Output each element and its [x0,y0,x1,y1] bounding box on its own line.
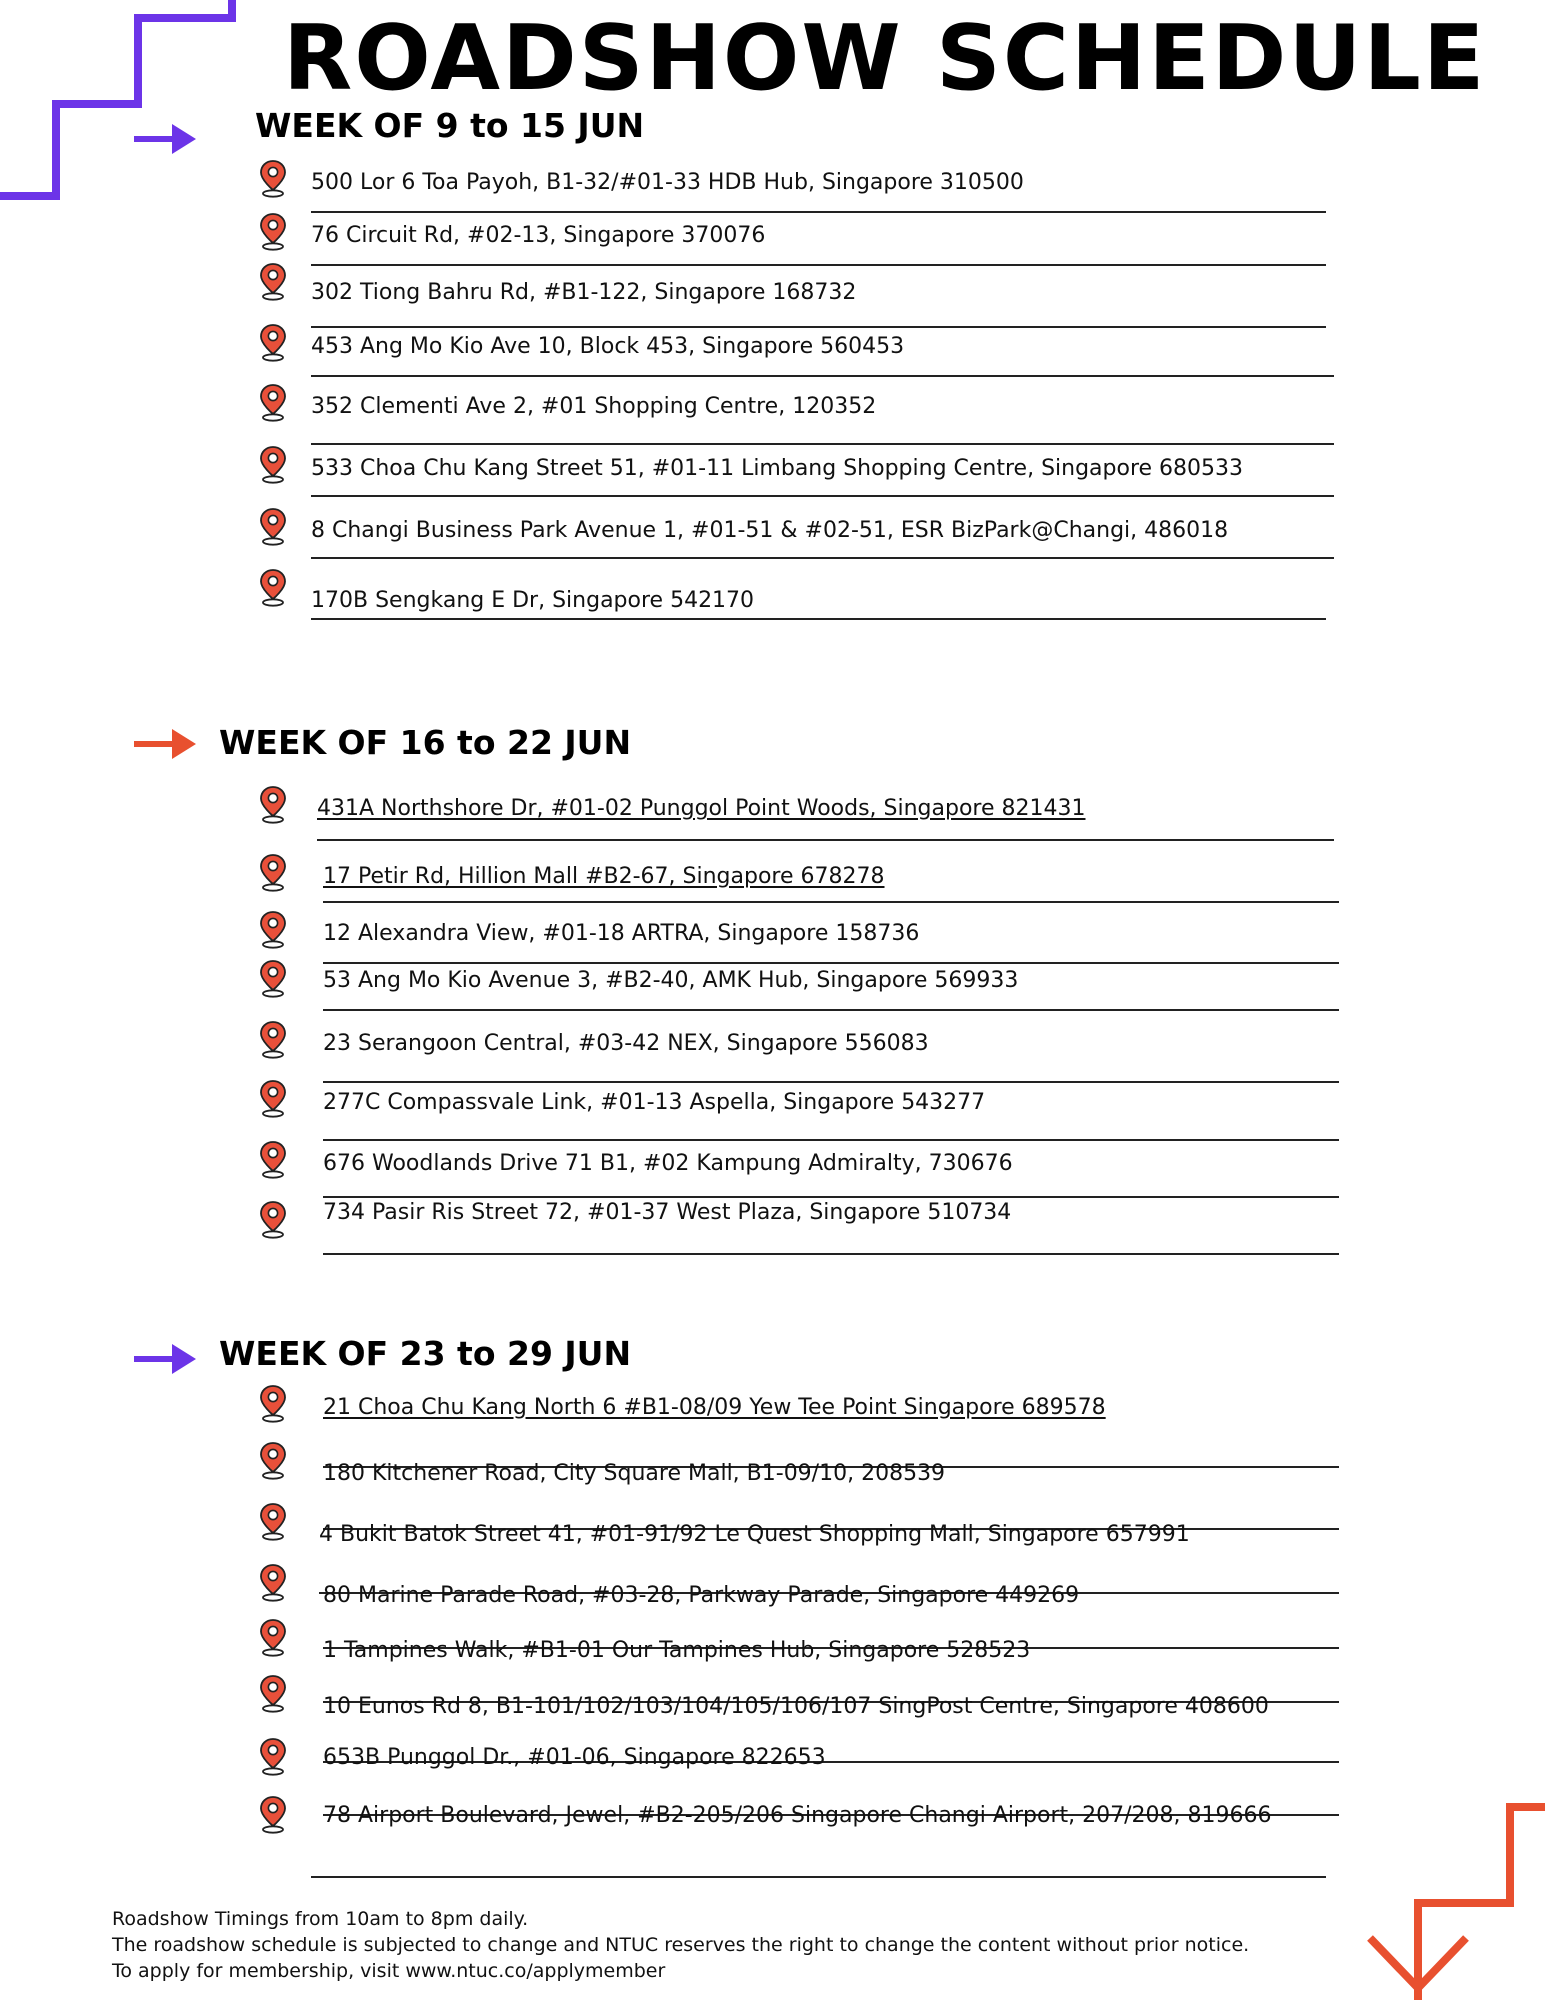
location-address: 676 Woodlands Drive 71 B1, #02 Kampung Admiralty, 730676 [323,1151,1013,1176]
divider [311,375,1334,377]
orange-stair-line [1418,1807,1545,2000]
location-item [258,910,1339,950]
location-address-link[interactable]: 431A Northshore Dr, #01-02 Punggol Point Woods, Singapore 821431 [317,796,1086,821]
location-item [258,568,1326,613]
divider [311,557,1334,559]
week-heading: WEEK OF 16 to 22 JUN [219,723,632,762]
location-item [258,1140,1339,1180]
location-item [258,1563,1339,1608]
location-pin-icon [258,1563,288,1603]
location-address: 4 Bukit Batok Street 41, #01-91/92 Le Quest Shopping Mall, Singapore 657991 [319,1522,1190,1547]
location-item [258,1079,1339,1119]
location-address: 78 Airport Boulevard, Jewel, #B2-205/206 Singapore Changi Airport, 207/208, 819666 [323,1803,1272,1828]
location-pin-icon [258,785,288,825]
location-pin-icon [258,1795,288,1835]
location-item [258,1502,1339,1547]
location-item [258,383,1334,423]
location-pin-icon [258,1140,288,1180]
divider [311,618,1326,620]
location-pin-icon [258,159,288,199]
location-pin-icon [258,1079,288,1119]
location-address: 170B Sengkang E Dr, Singapore 542170 [311,588,755,613]
footer-disclaimer: The roadshow schedule is subjected to change and NTUC reserves the right to change the content without prior notice. [112,1934,1250,1956]
location-pin-icon [258,212,288,252]
arrow-right-icon [134,1342,196,1376]
location-item [258,1737,1339,1777]
location-item [258,1200,1339,1240]
location-pin-icon [258,1020,288,1060]
location-address: 734 Pasir Ris Street 72, #01-37 West Plaza, Singapore 510734 [323,1200,1012,1225]
location-pin-icon [258,568,288,608]
location-address: 302 Tiong Bahru Rd, #B1-122, Singapore 168732 [311,280,857,305]
location-item [258,959,1339,999]
purple-stair-line [0,0,232,196]
location-item [258,1441,1339,1486]
location-pin-icon [258,1441,288,1481]
location-address: 10 Eunos Rd 8, B1-101/102/103/104/105/106/107 SingPost Centre, Singapore 408600 [323,1694,1269,1719]
location-address: 653B Punggol Dr., #01-06, Singapore 822653 [323,1745,826,1770]
location-address: 80 Marine Parade Road, #03-28, Parkway Parade, Singapore 449269 [323,1583,1080,1608]
location-address: 1 Tampines Walk, #B1-01 Our Tampines Hub, Singapore 528523 [323,1638,1031,1663]
location-pin-icon [258,383,288,423]
week-heading: WEEK OF 23 to 29 JUN [219,1334,632,1373]
location-pin-icon [258,1384,288,1424]
location-address: 277C Compassvale Link, #01-13 Aspella, Singapore 543277 [323,1090,986,1115]
location-item [258,507,1334,547]
footer-timings: Roadshow Timings from 10am to 8pm daily. [112,1908,529,1930]
location-address: 23 Serangoon Central, #03-42 NEX, Singapore 556083 [323,1031,929,1056]
footer-membership: To apply for membership, visit www.ntuc.co/applymember [112,1960,666,1982]
divider [317,839,1334,841]
location-item [258,445,1334,485]
footer-notes [112,1906,1249,1984]
location-item [258,1618,1339,1663]
divider [323,1253,1339,1255]
divider [323,1196,1339,1198]
location-item [258,262,1326,305]
location-item[interactable] [258,1384,1339,1424]
location-address: 352 Clementi Ave 2, #01 Shopping Centre, 120352 [311,394,877,419]
location-address-link[interactable]: 21 Choa Chu Kang North 6 #B1-08/09 Yew Tee Point Singapore 689578 [323,1395,1106,1420]
arrow-right-icon [134,727,196,761]
location-address: 180 Kitchener Road, City Square Mall, B1-09/10, 208539 [323,1461,946,1486]
page-title: ROADSHOW SCHEDULE [283,6,1487,111]
location-item [258,1674,1339,1719]
location-address: 12 Alexandra View, #01-18 ARTRA, Singapore 158736 [323,921,920,946]
divider [323,901,1339,903]
location-pin-icon [258,323,288,363]
location-item [258,212,1326,252]
location-pin-icon [258,262,288,302]
location-pin-icon [258,1502,288,1542]
week-heading: WEEK OF 9 to 15 JUN [255,106,645,145]
location-item[interactable] [258,785,1334,825]
location-item [258,159,1326,199]
divider [311,1876,1326,1878]
orange-down-arrowhead [1370,1938,1466,1988]
location-address: 76 Circuit Rd, #02-13, Singapore 370076 [311,223,766,248]
location-item [258,1795,1326,1835]
location-address: 500 Lor 6 Toa Payoh, B1-32/#01-33 HDB Hub, Singapore 310500 [311,170,1024,195]
location-pin-icon [258,959,288,999]
location-pin-icon [258,1200,288,1240]
location-item [258,1020,1339,1060]
location-address-link[interactable]: 17 Petir Rd, Hillion Mall #B2-67, Singapore 678278 [323,864,885,889]
location-address: 453 Ang Mo Kio Ave 10, Block 453, Singapore 560453 [311,334,905,359]
location-pin-icon [258,507,288,547]
location-address: 533 Choa Chu Kang Street 51, #01-11 Limbang Shopping Centre, Singapore 680533 [311,456,1244,481]
location-pin-icon [258,910,288,950]
location-pin-icon [258,1674,288,1714]
location-item [258,323,1334,363]
location-pin-icon [258,445,288,485]
divider [323,1009,1339,1011]
divider [311,495,1334,497]
arrow-right-icon [134,122,196,156]
location-pin-icon [258,1618,288,1658]
location-item[interactable] [258,853,1339,893]
location-pin-icon [258,853,288,893]
location-address: 53 Ang Mo Kio Avenue 3, #B2-40, AMK Hub, Singapore 569933 [323,968,1019,993]
location-address: 8 Changi Business Park Avenue 1, #01-51 & #02-51, ESR BizPark@Changi, 486018 [311,518,1229,543]
location-pin-icon [258,1737,288,1777]
